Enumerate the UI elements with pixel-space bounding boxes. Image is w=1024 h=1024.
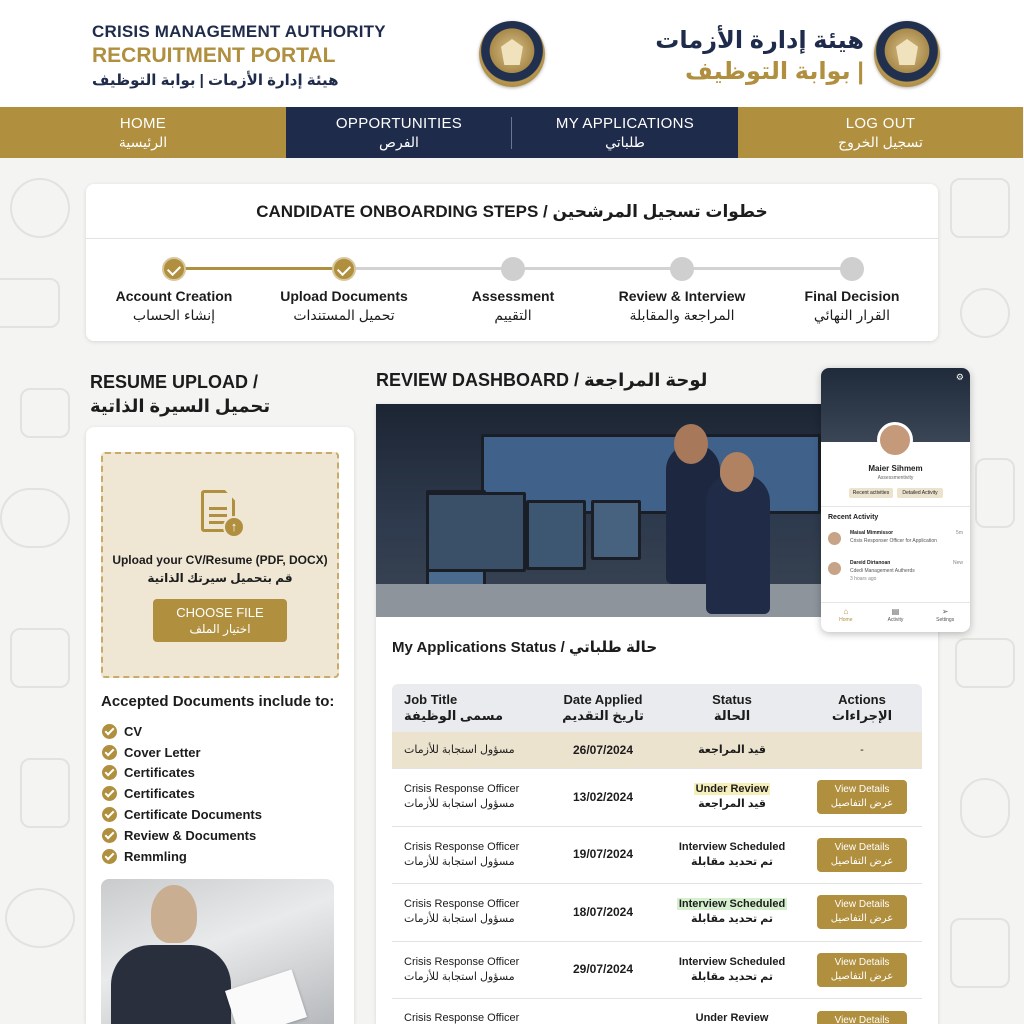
column-status	[662, 684, 802, 732]
header-label: Status	[712, 692, 752, 707]
tab-home[interactable]	[821, 603, 871, 632]
mobile-tab-bar	[821, 602, 970, 632]
arabic-authority-title: هيئة إدارة الأزمات	[655, 27, 864, 54]
date-cell: 18/07/2024	[572, 904, 634, 919]
status-cell	[662, 840, 802, 870]
table-row[interactable]	[392, 827, 922, 885]
action-cell	[802, 895, 922, 929]
view-details-button[interactable]	[817, 780, 907, 814]
avatar	[877, 422, 913, 458]
nav-divider	[511, 117, 512, 149]
header-label-ar: الحالة	[713, 708, 751, 723]
monitor	[426, 492, 526, 572]
steps-title: CANDIDATE ONBOARDING STEPS / خطوات تسجيل المرشحين	[256, 202, 768, 221]
job-title-ar: مسؤول استجابة للأزمات	[404, 970, 515, 983]
list-item	[102, 783, 262, 804]
nav-opportunities-label-ar: الفرص	[379, 133, 419, 150]
header-label-ar: تاريخ التقديم	[562, 708, 644, 723]
date-cell: 19/07/2024	[572, 847, 634, 862]
view-details-label-ar: عرض التفاصيل	[830, 855, 894, 867]
action-cell	[802, 953, 922, 987]
nav-my-applications-label-ar: طلباتي	[605, 133, 645, 150]
tab-label: Activity	[887, 617, 904, 623]
document-type: Certificates	[124, 786, 195, 802]
view-details-label-ar: عرض التفاصيل	[830, 798, 894, 810]
step-1-label-en: Account Creation	[115, 288, 233, 304]
nav-logout[interactable]	[738, 107, 1023, 158]
activity-ago: 3 hoars ago	[850, 576, 877, 582]
view-details-button[interactable]	[817, 953, 907, 987]
site-header	[0, 0, 1024, 107]
nav-opportunities-label: OPPORTUNITIES	[335, 114, 463, 132]
status-cell	[662, 743, 802, 758]
document-type: Remmling	[124, 848, 187, 864]
view-details-label: View Details	[834, 899, 890, 911]
list-item	[102, 804, 262, 825]
arabic-portal-title: | بوابة التوظيف	[685, 58, 864, 85]
status-badge: Under Review	[695, 1012, 769, 1024]
view-details-label-ar: عرض التفاصيل	[830, 970, 894, 982]
view-details-label: View Details	[834, 784, 890, 796]
resume-title-ar: تحميل السيرة الذاتية	[90, 396, 271, 416]
job-title-ar: مسؤول استجابة للأزمات	[404, 743, 515, 756]
step-5-label	[767, 288, 937, 324]
step-5-label-ar: القرار النهائي	[813, 307, 891, 323]
step-3-label	[428, 288, 598, 324]
choose-file-label: CHOOSE FILE	[176, 605, 264, 620]
step-5-label-en: Final Decision	[804, 288, 900, 304]
view-details-label: View Details	[834, 956, 890, 968]
step-connector-done	[174, 267, 344, 270]
portal-subtitle: RECRUITMENT PORTAL	[92, 44, 336, 67]
step-1-label	[89, 288, 259, 324]
activity-title: Maisal Mimmissor	[850, 530, 894, 536]
step-3-indicator	[501, 257, 525, 281]
header-label: Job Title	[404, 692, 458, 707]
view-details-button[interactable]	[817, 895, 907, 929]
header-label: Actions	[838, 692, 886, 707]
step-5-indicator	[840, 257, 864, 281]
date-cell: 29/07/2024	[572, 962, 634, 977]
choose-file-label-ar: اختيار الملف	[189, 622, 251, 636]
document-type: Certificate Documents	[124, 807, 262, 823]
tab-settings[interactable]	[920, 603, 970, 632]
action-cell	[802, 838, 922, 872]
activity-desc: Crisis Responser Officer for Application	[850, 538, 937, 544]
profile-name: Maier Sihmem	[868, 464, 923, 473]
step-1-check-icon	[162, 257, 186, 281]
nav-my-applications-label: MY APPLICATIONS	[555, 114, 695, 132]
activity-time: New	[952, 560, 963, 566]
emblem-logo-right	[874, 21, 940, 87]
applications-status-title: My Applications Status / حالة طلباتي	[392, 639, 658, 656]
main-nav	[0, 107, 1024, 158]
gear-icon[interactable]: ⚙	[955, 372, 964, 382]
arabic-brand-block	[655, 26, 864, 86]
divider	[821, 506, 970, 507]
table-row[interactable]	[392, 884, 922, 942]
column-job-title	[392, 684, 544, 732]
job-title-cell	[392, 1011, 544, 1024]
share-icon: ➢	[941, 607, 949, 616]
upload-arrow-icon: ↑	[223, 516, 245, 538]
list-item	[102, 763, 262, 784]
profile-role: Assessmentivity	[877, 475, 914, 481]
table-row[interactable]	[392, 942, 922, 1000]
activity-time: 5m	[956, 530, 963, 536]
step-2-check-icon	[332, 257, 356, 281]
check-circle-icon	[102, 849, 117, 864]
job-title: Crisis Response Officer	[404, 955, 520, 968]
list-item	[102, 825, 262, 846]
status-ar: تم تحديد مقابلة	[691, 970, 773, 983]
view-details-label-ar: عرض التفاصيل	[830, 913, 894, 925]
status-badge: Interview Scheduled	[678, 955, 786, 968]
check-circle-icon	[102, 745, 117, 760]
date-cell: 26/07/2024	[572, 742, 634, 757]
accepted-documents-list	[102, 721, 262, 867]
activity-desc: Cdedi Management Autherds	[850, 568, 915, 574]
resume-title-en: RESUME UPLOAD /	[90, 372, 259, 392]
document-type: CV	[124, 723, 143, 739]
step-4-indicator	[670, 257, 694, 281]
check-circle-icon	[102, 828, 117, 843]
job-title: Crisis Response Officer	[404, 840, 520, 853]
job-title-cell	[392, 840, 544, 870]
nav-home-label: HOME	[119, 114, 167, 132]
nav-opportunities[interactable]	[286, 107, 512, 158]
status-ar: تم تحديد مقابلة	[691, 913, 773, 926]
candidate-photo	[101, 879, 334, 1024]
step-4-label-ar: المراجعة والمقابلة	[629, 307, 735, 323]
mobile-app-preview	[821, 368, 970, 632]
nav-logout-label: LOG OUT	[845, 114, 916, 132]
table-row[interactable]	[392, 732, 922, 769]
calendar-icon: ▤	[891, 607, 900, 616]
action-cell	[802, 1011, 922, 1024]
resume-upload-title	[90, 370, 270, 418]
step-3-label-en: Assessment	[471, 288, 555, 304]
officer-face	[720, 452, 754, 492]
avatar	[828, 532, 841, 545]
step-3-label-ar: التقييم	[494, 307, 532, 323]
recent-activities-chip[interactable]: Recent activities	[849, 488, 893, 498]
job-title-ar: مسؤول استجابة للأزمات	[404, 855, 515, 868]
authority-title: CRISIS MANAGEMENT AUTHORITY	[92, 22, 386, 41]
check-circle-icon	[102, 807, 117, 822]
status-badge: Interview Scheduled	[678, 898, 786, 911]
action-cell: -	[860, 743, 864, 756]
list-item	[102, 846, 262, 867]
step-2-label-ar: تحميل المستندات	[293, 307, 395, 323]
view-details-button[interactable]	[817, 838, 907, 872]
view-details-label: View Details	[834, 841, 890, 853]
status-ar: تم تحديد مقابلة	[691, 855, 773, 868]
date-cell: 13/02/2024	[572, 789, 634, 804]
list-item	[102, 742, 262, 763]
upload-instructions: Upload your CV/Resume (PDF, DOCX)	[112, 553, 328, 567]
job-title-cell	[392, 782, 544, 812]
photo-figure	[111, 945, 231, 1024]
status-badge: Under Review	[695, 783, 769, 796]
step-2-label	[259, 288, 429, 324]
tab-label: Settings	[936, 617, 955, 623]
emblem-logo	[479, 21, 545, 87]
header-label-ar: مسمى الوظيفة	[404, 708, 504, 723]
job-title: Crisis Response Officer	[404, 1012, 520, 1024]
document-type: Cover Letter	[124, 744, 201, 760]
officer-face	[674, 424, 708, 464]
step-4-label-en: Review & Interview	[618, 288, 746, 304]
brand-block	[92, 22, 386, 89]
step-connector-pending	[344, 267, 852, 270]
review-dashboard-title: REVIEW DASHBOARD / لوحة المراجعة	[376, 370, 708, 390]
action-cell	[802, 780, 922, 814]
column-actions	[802, 684, 922, 732]
check-circle-icon	[102, 786, 117, 801]
onboarding-steps-card	[86, 184, 938, 341]
applications-table	[392, 684, 922, 1024]
officer-figure	[706, 474, 770, 614]
job-title-cell	[392, 955, 544, 985]
step-2-label-en: Upload Documents	[280, 288, 408, 304]
table-header	[392, 684, 922, 732]
view-details-label: View Details	[834, 1015, 890, 1024]
table-row[interactable]	[392, 769, 922, 827]
status-ar: قيد المراجعة	[698, 798, 766, 811]
document-type: Certificates	[124, 765, 195, 781]
activity-item[interactable]	[828, 560, 963, 586]
job-title: Crisis Response Officer	[404, 783, 520, 796]
job-title-ar: مسؤول استجابة للأزمات	[404, 913, 515, 926]
check-circle-icon	[102, 765, 117, 780]
header-label-ar: الإجراءات	[831, 708, 893, 723]
status-badge: Interview Scheduled	[678, 840, 786, 853]
avatar	[828, 562, 841, 575]
step-4-label	[597, 288, 767, 324]
view-details-button[interactable]	[817, 1011, 907, 1024]
status-cell	[662, 955, 802, 985]
column-date-applied	[544, 684, 662, 732]
status-cell	[662, 1011, 802, 1024]
accepted-documents-title: Accepted Documents include to:	[101, 693, 335, 710]
resume-upload-card	[86, 427, 354, 1024]
recent-activity-title: Recent Activity	[828, 514, 879, 521]
monitor	[526, 500, 586, 570]
activity-title: Dareid Dirtanoan	[850, 560, 891, 566]
steps-divider	[86, 238, 938, 239]
photo-document	[225, 969, 307, 1024]
status-cell	[662, 782, 802, 812]
check-circle-icon	[102, 724, 117, 739]
tab-activity[interactable]	[871, 603, 921, 632]
document-type: Review & Documents	[124, 827, 257, 843]
step-1-label-ar: إنشاء الحساب	[132, 307, 216, 323]
status-ar: قيد المراجعة	[698, 743, 766, 756]
monitor	[591, 500, 641, 560]
photo-head	[151, 885, 197, 943]
job-title-ar: مسؤول استجابة للأزمات	[404, 798, 515, 811]
status-cell	[662, 897, 802, 927]
nav-home-label-ar: الرئيسية	[118, 133, 168, 150]
home-icon: ⌂	[843, 607, 849, 616]
upload-instructions-ar: قم بتحميل سيرتك الذاتية	[147, 571, 293, 585]
nav-logout-label-ar: تسجيل الخروج	[838, 133, 923, 150]
choose-file-button[interactable]	[153, 599, 287, 642]
table-row[interactable]	[392, 999, 922, 1024]
activity-item[interactable]	[828, 530, 963, 556]
detailed-activity-chip[interactable]: Detailed Activity	[897, 488, 943, 498]
nav-home[interactable]	[0, 107, 286, 158]
header-label: Date Applied	[563, 692, 643, 707]
tab-label: Home	[839, 617, 853, 623]
list-item	[102, 721, 262, 742]
job-title: Crisis Response Officer	[404, 898, 520, 911]
file-drop-zone[interactable]	[101, 452, 339, 678]
job-title-cell	[392, 897, 544, 927]
nav-my-applications[interactable]	[512, 107, 738, 158]
job-title-cell	[392, 743, 544, 758]
arabic-title-small: هيئة إدارة الأزمات | بوابة التوظيف	[92, 72, 339, 89]
